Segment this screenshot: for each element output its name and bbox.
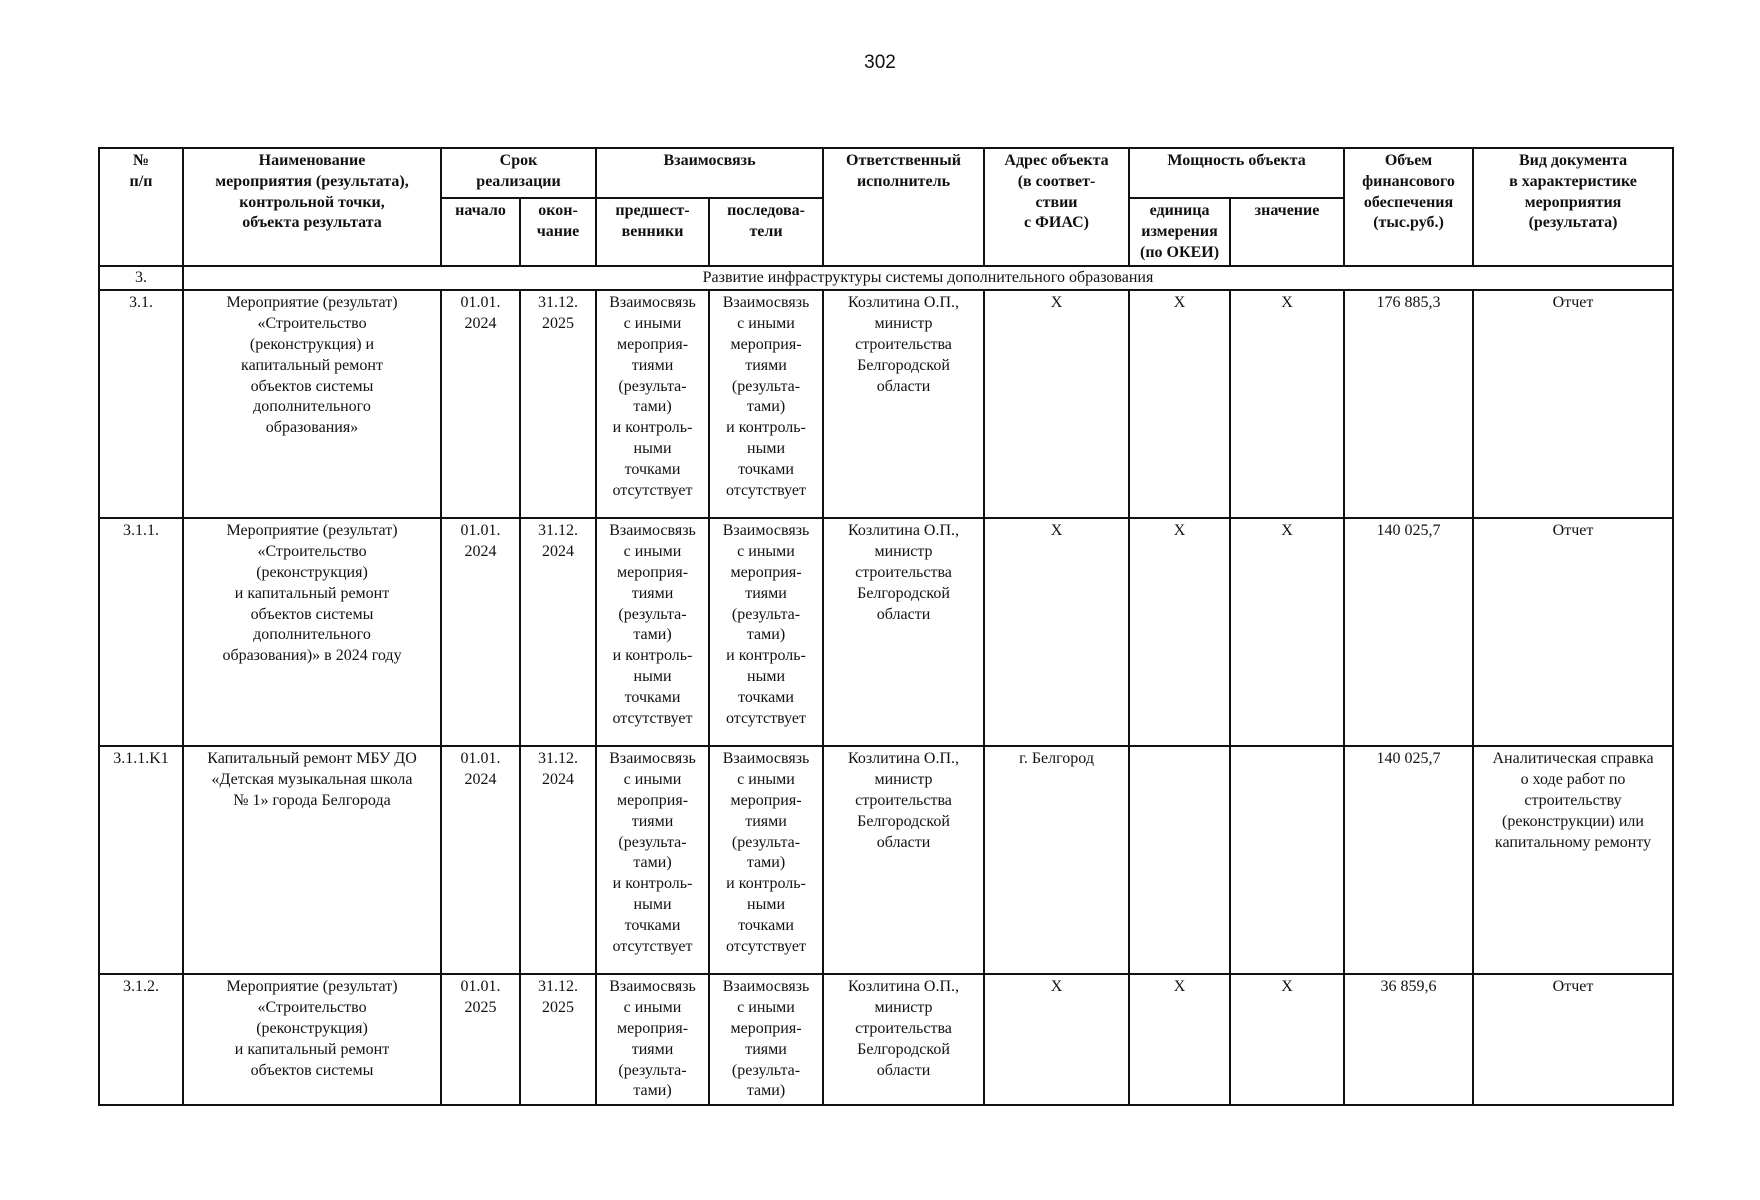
page-number: 302	[864, 52, 896, 73]
table-row	[99, 518, 1673, 746]
row-name: Мероприятие (результат) «Строительство (реконструкция) и капитальный ремонт объектов системы дополнительного образования»	[183, 290, 441, 518]
header-term: Срок реализации	[441, 148, 596, 198]
table-row	[99, 974, 1673, 1105]
row-num: 3.1.	[99, 290, 183, 518]
row-unit: X	[1129, 974, 1230, 1105]
row-address: X	[984, 974, 1129, 1105]
row-name: Мероприятие (результат) «Строительство (реконструкция) и капитальный ремонт объектов системы дополнительного образования)» в 2024 году	[183, 518, 441, 746]
plan-table	[98, 147, 1674, 1106]
header-term-end: окон- чание	[520, 198, 596, 266]
row-end: 31.12. 2024	[520, 518, 596, 746]
row-address: г. Белгород	[984, 746, 1129, 974]
table-row	[99, 746, 1673, 974]
row-responsible: Козлитина О.П., министр строительства Белгородской области	[823, 290, 984, 518]
row-predecessors: Взаимосвязь с иными мероприя- тиями (результа- тами) и контроль- ными точками отсутствует	[596, 290, 709, 518]
row-successors: Взаимосвязь с иными мероприя- тиями (результа- тами) и контроль- ными точками отсутствует	[709, 290, 823, 518]
row-doc: Аналитическая справка о ходе работ по строительству (реконструкции) или капитальному ремонту	[1473, 746, 1673, 974]
row-successors: Взаимосвязь с иными мероприя- тиями (результа- тами) и контроль- ными точками отсутствует	[709, 746, 823, 974]
row-funding: 176 885,3	[1344, 290, 1473, 518]
header-row-1	[99, 148, 1673, 198]
header-link-succ: последова- тели	[709, 198, 823, 266]
header-funding: Объем финансового обеспечения (тыс.руб.)	[1344, 148, 1473, 266]
row-value	[1230, 746, 1344, 974]
row-num: 3.1.1.	[99, 518, 183, 746]
row-value: X	[1230, 974, 1344, 1105]
header-capacity-value: значение	[1230, 198, 1344, 266]
table-row	[99, 290, 1673, 518]
row-responsible: Козлитина О.П., министр строительства Белгородской области	[823, 974, 984, 1105]
row-unit	[1129, 746, 1230, 974]
header-responsible: Ответственный исполнитель	[823, 148, 984, 266]
row-funding: 140 025,7	[1344, 746, 1473, 974]
row-value: X	[1230, 290, 1344, 518]
row-responsible: Козлитина О.П., министр строительства Белгородской области	[823, 518, 984, 746]
section-title: Развитие инфраструктуры системы дополнительного образования	[183, 266, 1673, 290]
row-value: X	[1230, 518, 1344, 746]
row-doc: Отчет	[1473, 518, 1673, 746]
header-link: Взаимосвязь	[596, 148, 823, 198]
header-link-pred: предшест- венники	[596, 198, 709, 266]
row-num: 3.1.2.	[99, 974, 183, 1105]
row-predecessors: Взаимосвязь с иными мероприя- тиями (результа- тами) и контроль- ными точками отсутствует	[596, 518, 709, 746]
header-doc-type: Вид документа в характеристике мероприятия (результата)	[1473, 148, 1673, 266]
header-capacity: Мощность объекта	[1129, 148, 1344, 198]
row-start: 01.01. 2024	[441, 518, 520, 746]
row-funding: 140 025,7	[1344, 518, 1473, 746]
row-name: Капитальный ремонт МБУ ДО «Детская музыкальная школа № 1» города Белгорода	[183, 746, 441, 974]
row-predecessors: Взаимосвязь с иными мероприя- тиями (результа- тами) и контроль- ными точками отсутствует	[596, 746, 709, 974]
row-end: 31.12. 2025	[520, 290, 596, 518]
row-successors: Взаимосвязь с иными мероприя- тиями (результа- тами)	[709, 974, 823, 1105]
row-unit: X	[1129, 518, 1230, 746]
row-name: Мероприятие (результат) «Строительство (реконструкция) и капитальный ремонт объектов системы	[183, 974, 441, 1105]
row-address: X	[984, 290, 1129, 518]
row-num: 3.1.1.K1	[99, 746, 183, 974]
header-name: Наименование мероприятия (результата), контрольной точки, объекта результата	[183, 148, 441, 266]
row-doc: Отчет	[1473, 974, 1673, 1105]
row-end: 31.12. 2024	[520, 746, 596, 974]
row-end: 31.12. 2025	[520, 974, 596, 1105]
row-start: 01.01. 2024	[441, 290, 520, 518]
row-responsible: Козлитина О.П., министр строительства Белгородской области	[823, 746, 984, 974]
section-row	[99, 266, 1673, 290]
header-address: Адрес объекта (в соответ- ствии с ФИАС)	[984, 148, 1129, 266]
row-start: 01.01. 2024	[441, 746, 520, 974]
row-start: 01.01. 2025	[441, 974, 520, 1105]
row-address: X	[984, 518, 1129, 746]
header-capacity-unit: единица измерения (по ОКЕИ)	[1129, 198, 1230, 266]
row-doc: Отчет	[1473, 290, 1673, 518]
row-predecessors: Взаимосвязь с иными мероприя- тиями (результа- тами)	[596, 974, 709, 1105]
header-num: № п/п	[99, 148, 183, 266]
row-successors: Взаимосвязь с иными мероприя- тиями (результа- тами) и контроль- ными точками отсутствует	[709, 518, 823, 746]
row-unit: X	[1129, 290, 1230, 518]
header-term-start: начало	[441, 198, 520, 266]
row-funding: 36 859,6	[1344, 974, 1473, 1105]
section-num: 3.	[99, 266, 183, 290]
